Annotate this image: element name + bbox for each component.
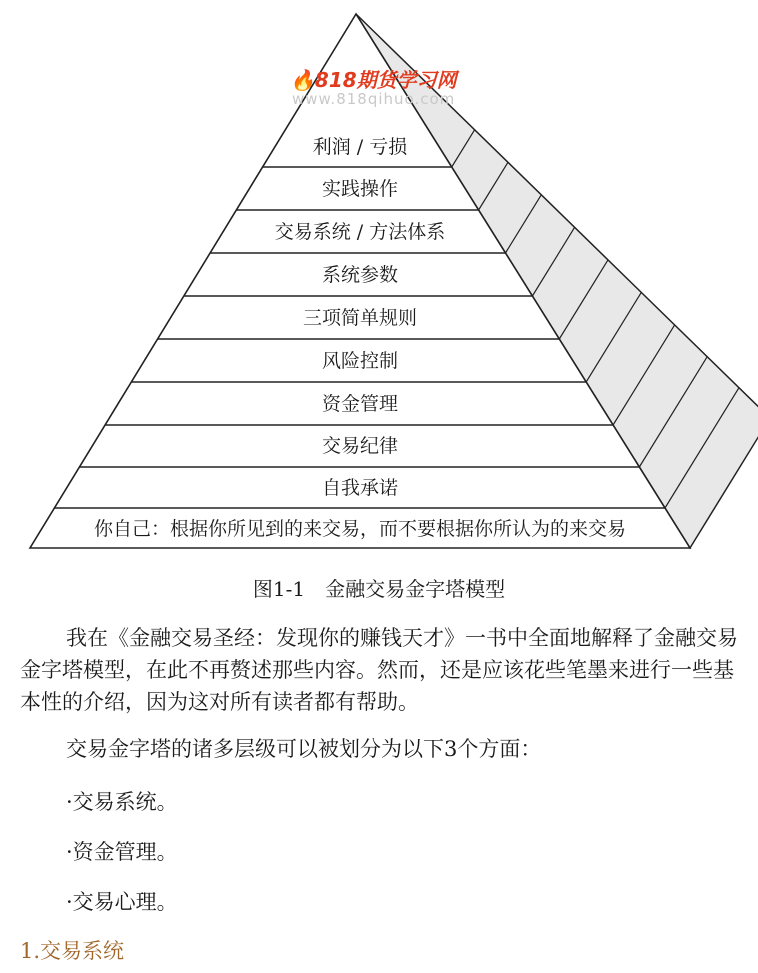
pyramid-layer-label: 利润 / 亏损: [312, 136, 408, 158]
watermark-logo: 🔥818期货学习网: [290, 68, 457, 92]
pyramid-layer-label: 实践操作: [321, 178, 399, 200]
bullet-item: ·交易心理。: [66, 890, 178, 914]
pyramid-layer-label: 交易系统 / 方法体系: [274, 221, 446, 243]
bullet-item: ·交易系统。: [66, 790, 178, 814]
pyramid-layer-label: 资金管理: [321, 393, 399, 415]
flame-icon: 🔥: [290, 68, 315, 92]
pyramid-layer-label: 自我承诺: [321, 477, 399, 499]
figure-caption: 图1-1 金融交易金字塔模型: [252, 577, 506, 601]
pyramid-layer-label: 系统参数: [321, 264, 399, 286]
pyramid-layer-label: 交易纪律: [321, 435, 399, 457]
bullet-item: ·资金管理。: [66, 840, 178, 864]
body-paragraph: 我在《金融交易圣经：发现你的赚钱天才》一书中全面地解释了金融交易金字塔模型，在此不再赘述那些内容。然而，还是应该花些笔墨来进行一些基本性的介绍，因为这对所有读者都有帮助。: [20, 626, 738, 714]
pyramid-layer-label: 你自己：根据你所见到的来交易，而不要根据你所认为的来交易: [93, 518, 627, 540]
pyramid-layer-label: 三项简单规则: [302, 307, 418, 329]
pyramid-layer-label: 风险控制: [321, 350, 399, 372]
section-heading: 1.交易系统: [20, 939, 125, 963]
watermark-url: www.818qihuo.com: [292, 90, 456, 108]
body-paragraph: 交易金字塔的诸多层级可以被划分为以下3个方面：: [66, 737, 542, 761]
